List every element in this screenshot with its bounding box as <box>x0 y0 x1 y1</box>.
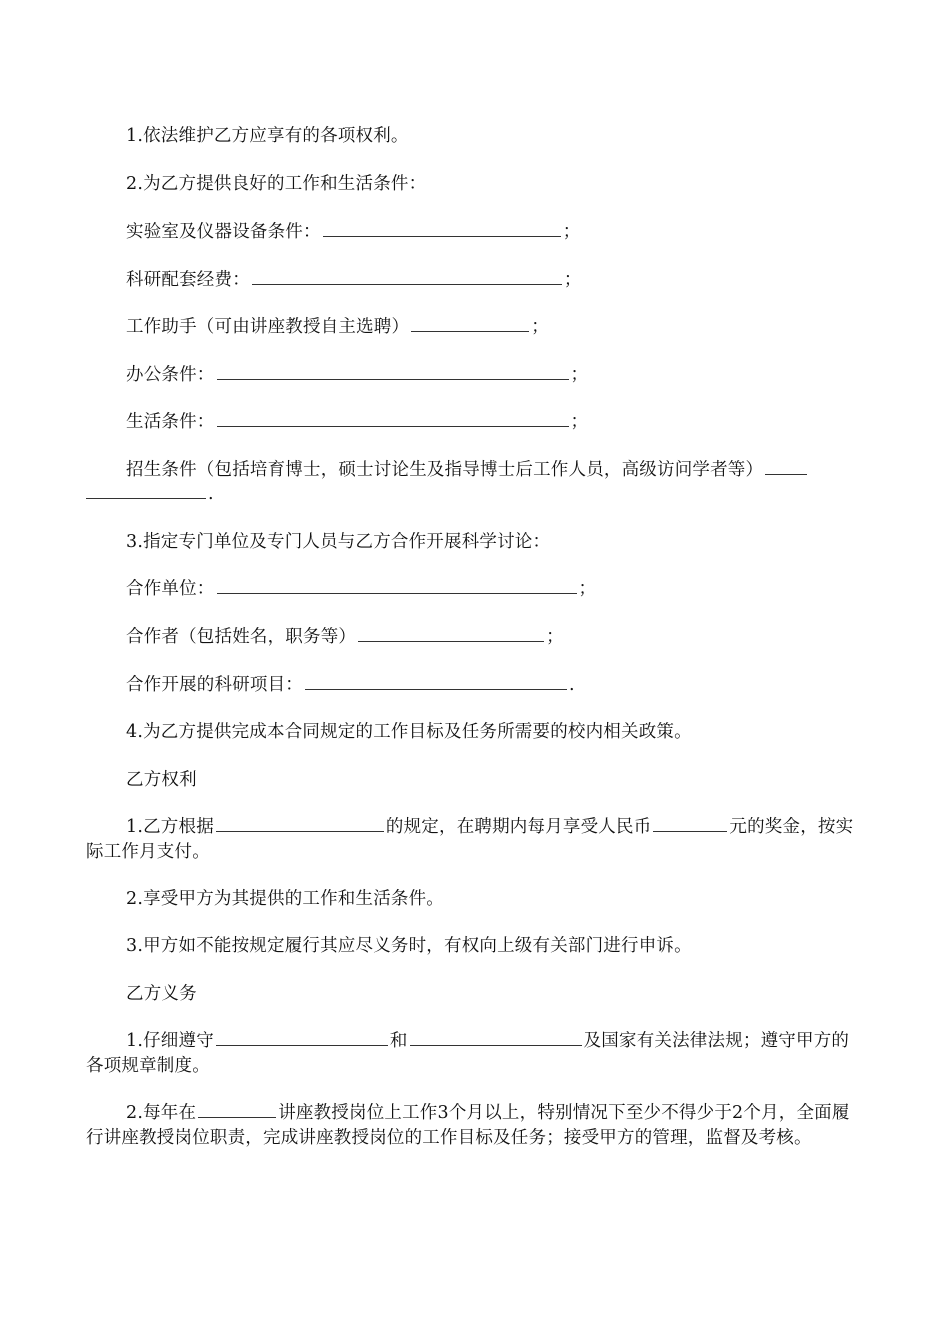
regulation-blank[interactable] <box>216 815 384 832</box>
text: 3.甲方如不能按规定履行其应尽义务时，有权向上级有关部门进行申诉。 <box>126 936 692 956</box>
semicolon: ； <box>546 627 564 647</box>
office-line <box>126 363 588 388</box>
text-c: 元的奖金，按实际工作月支付。 <box>86 817 854 862</box>
semicolon: ； <box>570 365 589 385</box>
label: 合作开展的科研项目： <box>126 675 303 695</box>
text: 2.享受甲方为其提供的工作和生活条件。 <box>126 889 444 909</box>
heading-text: 乙方权利 <box>126 770 197 790</box>
lab-equipment-line <box>126 220 580 245</box>
bonus-amount-blank[interactable] <box>653 815 727 832</box>
enrollment-blank-a[interactable] <box>765 458 807 475</box>
research-fund-blank[interactable] <box>252 268 562 285</box>
institution-blank[interactable] <box>198 1101 276 1118</box>
text: 2.为乙方提供良好的工作和生活条件： <box>126 174 427 194</box>
coop-unit-line <box>126 577 596 602</box>
label: 办公条件： <box>126 365 215 385</box>
coop-person-blank[interactable] <box>358 625 544 642</box>
living-line <box>126 410 588 435</box>
enrollment-line-cont <box>86 482 214 507</box>
text-a: 1.仔细遵守 <box>126 1031 214 1051</box>
rights-heading <box>126 768 197 793</box>
duty-1 <box>86 1029 864 1079</box>
label: 合作单位： <box>126 579 215 599</box>
label: 招生条件（包括培育博士，硕士讨论生及指导博士后工作人员，高级访问学者等） <box>126 460 764 480</box>
party-a-duty-2 <box>126 172 426 197</box>
label: 实验室及仪器设备条件： <box>126 222 321 242</box>
text-a: 1.乙方根据 <box>126 817 214 837</box>
text: 4.为乙方提供完成本合同规定的工作目标及任务所需要的校内相关政策。 <box>126 722 692 742</box>
label: 工作助手（可由讲座教授自主选聘） <box>126 317 410 337</box>
right-3 <box>126 934 692 959</box>
rule-blank-a[interactable] <box>216 1029 388 1046</box>
label: 科研配套经费： <box>126 270 250 290</box>
text-b: 的规定，在聘期内每月享受人民币 <box>385 817 652 837</box>
party-a-duty-3 <box>126 530 550 555</box>
rule-blank-b[interactable] <box>410 1029 582 1046</box>
label: 合作者（包括姓名，职务等） <box>126 627 357 647</box>
semicolon: ； <box>578 579 597 599</box>
semicolon: ； <box>531 317 549 337</box>
period: . <box>569 675 575 695</box>
semicolon: ； <box>562 222 581 242</box>
living-blank[interactable] <box>217 410 569 427</box>
coop-person-line <box>126 625 564 650</box>
text: 3.指定专门单位及专门人员与乙方合作开展科学讨论： <box>126 532 551 552</box>
office-blank[interactable] <box>217 363 569 380</box>
label: 生活条件： <box>126 412 215 432</box>
text-a: 2.每年在 <box>126 1103 197 1123</box>
party-a-duty-1 <box>126 124 409 149</box>
assistant-line <box>126 315 549 340</box>
enrollment-line <box>126 458 809 483</box>
coop-unit-blank[interactable] <box>217 577 577 594</box>
semicolon: ； <box>563 270 582 290</box>
assistant-blank[interactable] <box>411 315 529 332</box>
coop-project-blank[interactable] <box>305 673 567 690</box>
text: 1.依法维护乙方应享有的各项权利。 <box>126 126 409 146</box>
coop-project-line <box>126 673 575 698</box>
party-a-duty-4 <box>126 720 692 745</box>
right-1 <box>86 815 864 865</box>
heading-text: 乙方义务 <box>126 984 197 1004</box>
duty-2 <box>86 1101 864 1151</box>
duties-heading <box>126 982 197 1007</box>
text-b: 和 <box>389 1031 408 1051</box>
text-b: 讲座教授岗位上工作3个月以上，特别情况下至少不得少于2个月，全面履行讲座教授岗位职责，完成讲座教授岗位的工作目标及任务；接受甲方的管理，监督及考核。 <box>86 1103 850 1148</box>
research-fund-line <box>126 268 582 293</box>
right-2 <box>126 887 444 912</box>
enrollment-blank-b[interactable] <box>86 482 206 499</box>
lab-equipment-blank[interactable] <box>323 220 561 237</box>
semicolon: ； <box>570 412 589 432</box>
text-c: 及国家有关法律法规；遵守甲方的各项规章制度。 <box>86 1031 850 1076</box>
period: . <box>208 484 214 504</box>
